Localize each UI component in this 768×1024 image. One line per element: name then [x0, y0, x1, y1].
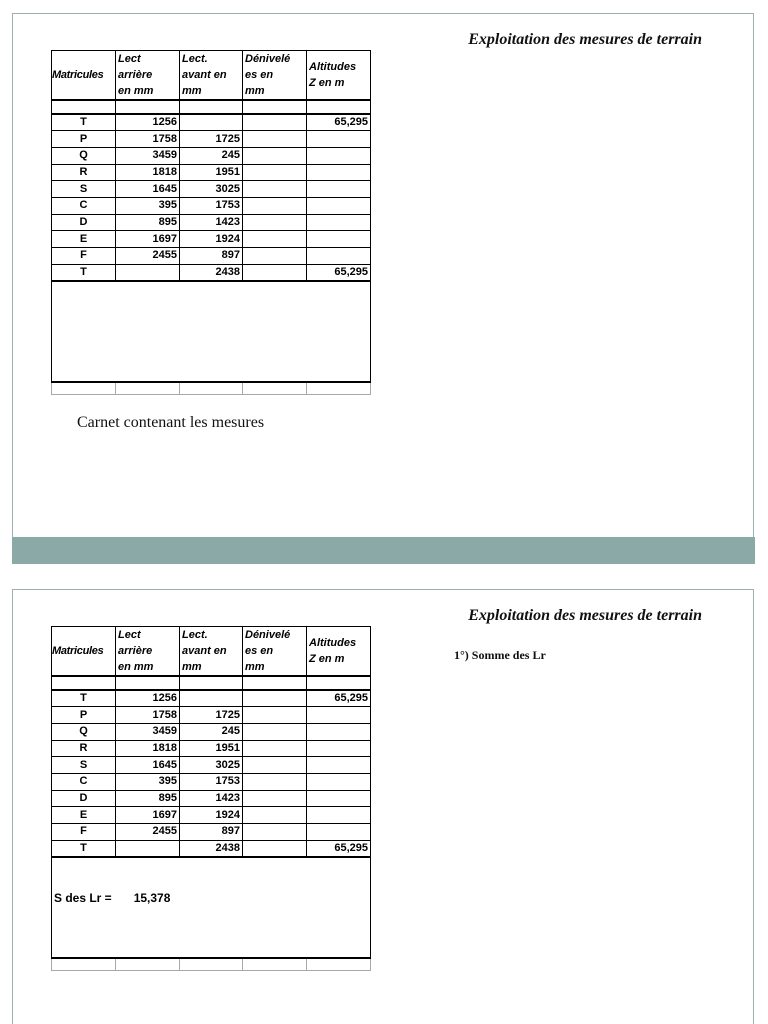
- cell-lect-avant: 1951: [180, 740, 243, 757]
- cell-lect-arriere: 1697: [116, 807, 180, 824]
- cell-lect-avant: [180, 114, 243, 131]
- header-lect-avant: Lect. avant en mm: [180, 51, 243, 101]
- cell-altitude: [307, 181, 371, 198]
- cell-denivele: [243, 840, 307, 857]
- table-row: [52, 707, 371, 724]
- table-cell: [307, 676, 371, 690]
- cell-denivele: [243, 264, 307, 281]
- cell-lect-avant: 245: [180, 723, 243, 740]
- table-row: [52, 264, 371, 281]
- cell-matricule: C: [52, 197, 116, 214]
- cell-lect-arriere: 895: [116, 790, 180, 807]
- cell-altitude: [307, 807, 371, 824]
- cell-altitude: [307, 707, 371, 724]
- cell-lect-avant: 3025: [180, 757, 243, 774]
- table-row: [52, 248, 371, 265]
- cell-altitude: 65,295: [307, 840, 371, 857]
- cell-lect-avant: 245: [180, 147, 243, 164]
- table-row: [52, 840, 371, 857]
- table-row: [52, 164, 371, 181]
- cell-denivele: [243, 164, 307, 181]
- cell-lect-arriere: [116, 264, 180, 281]
- cell-lect-arriere: 395: [116, 197, 180, 214]
- table-footer-row: [52, 958, 371, 971]
- table-row: [52, 773, 371, 790]
- cell-matricule: S: [52, 181, 116, 198]
- cell-matricule: E: [52, 231, 116, 248]
- slide-2: [12, 589, 754, 1024]
- table-header-row: [52, 627, 371, 677]
- cell-lect-arriere: [116, 840, 180, 857]
- cell-altitude: 65,295: [307, 690, 371, 707]
- cell-denivele: [243, 248, 307, 265]
- table-row: [52, 824, 371, 841]
- cell-altitude: [307, 723, 371, 740]
- table-empty-area: [52, 857, 371, 958]
- cell-lect-avant: 1951: [180, 164, 243, 181]
- cell-altitude: [307, 164, 371, 181]
- table-cell: [52, 676, 116, 690]
- header-lect-avant: Lect. avant en mm: [180, 627, 243, 677]
- table-row: [52, 723, 371, 740]
- table-cell: [116, 958, 180, 971]
- cell-altitude: [307, 824, 371, 841]
- cell-denivele: [243, 740, 307, 757]
- cell-matricule: P: [52, 707, 116, 724]
- slide-1: [12, 13, 754, 538]
- step-label: 1°) Somme des Lr: [454, 648, 546, 662]
- cell-altitude: [307, 790, 371, 807]
- table-cell: [307, 382, 371, 395]
- table-cell: [52, 281, 371, 382]
- table-row: [52, 690, 371, 707]
- cell-lect-avant: 1924: [180, 807, 243, 824]
- cell-denivele: [243, 824, 307, 841]
- cell-denivele: [243, 757, 307, 774]
- cell-lect-avant: 1753: [180, 197, 243, 214]
- cell-lect-avant: 897: [180, 248, 243, 265]
- cell-altitude: [307, 197, 371, 214]
- cell-lect-arriere: 2455: [116, 248, 180, 265]
- table-spacer-row: [52, 100, 371, 114]
- cell-denivele: [243, 790, 307, 807]
- header-lect-arriere: Lect arrière en mm: [116, 627, 180, 677]
- sum-lr-line: [54, 891, 170, 905]
- slide-title: Exploitation des mesures de terrain: [468, 607, 702, 624]
- table-cell: [180, 100, 243, 114]
- cell-altitude: 65,295: [307, 114, 371, 131]
- table-row: [52, 131, 371, 148]
- cell-lect-avant: 3025: [180, 181, 243, 198]
- table-row: [52, 790, 371, 807]
- cell-denivele: [243, 707, 307, 724]
- table-cell: [116, 382, 180, 395]
- table-footer-row: [52, 382, 371, 395]
- table-row: [52, 147, 371, 164]
- cell-lect-arriere: 1818: [116, 164, 180, 181]
- cell-lect-avant: 1725: [180, 707, 243, 724]
- table-row: [52, 757, 371, 774]
- cell-lect-arriere: 1758: [116, 131, 180, 148]
- cell-lect-arriere: 1758: [116, 707, 180, 724]
- cell-matricule: T: [52, 840, 116, 857]
- table-header-row: [52, 51, 371, 101]
- cell-lect-avant: 1924: [180, 231, 243, 248]
- cell-altitude: [307, 214, 371, 231]
- cell-matricule: T: [52, 114, 116, 131]
- cell-lect-avant: 897: [180, 824, 243, 841]
- table-cell: [243, 958, 307, 971]
- cell-lect-avant: 1423: [180, 790, 243, 807]
- cell-denivele: [243, 197, 307, 214]
- cell-altitude: [307, 740, 371, 757]
- cell-altitude: 65,295: [307, 264, 371, 281]
- cell-lect-arriere: 895: [116, 214, 180, 231]
- cell-altitude: [307, 231, 371, 248]
- cell-lect-arriere: 1256: [116, 114, 180, 131]
- cell-lect-arriere: 2455: [116, 824, 180, 841]
- table-cell: [307, 100, 371, 114]
- table-caption: Carnet contenant les mesures: [77, 414, 265, 431]
- table-row: [52, 740, 371, 757]
- cell-denivele: [243, 807, 307, 824]
- cell-denivele: [243, 114, 307, 131]
- cell-lect-avant: 2438: [180, 840, 243, 857]
- cell-denivele: [243, 181, 307, 198]
- measurement-table: [51, 50, 371, 395]
- cell-lect-avant: 1753: [180, 773, 243, 790]
- header-denivele: Dénivelé es en mm: [243, 627, 307, 677]
- header-altitudes: Altitudes Z en m: [307, 627, 371, 677]
- cell-denivele: [243, 147, 307, 164]
- table-cell: [180, 958, 243, 971]
- cell-matricule: C: [52, 773, 116, 790]
- header-altitudes: Altitudes Z en m: [307, 51, 371, 101]
- cell-matricule: D: [52, 214, 116, 231]
- cell-denivele: [243, 131, 307, 148]
- table-cell: [116, 100, 180, 114]
- table-cell: [52, 382, 116, 395]
- cell-lect-arriere: 3459: [116, 147, 180, 164]
- cell-altitude: [307, 757, 371, 774]
- cell-lect-avant: 1725: [180, 131, 243, 148]
- table-row: [52, 231, 371, 248]
- cell-matricule: S: [52, 757, 116, 774]
- table-row: [52, 181, 371, 198]
- table-empty-area: [52, 281, 371, 382]
- cell-denivele: [243, 723, 307, 740]
- cell-matricule: P: [52, 131, 116, 148]
- table-row: [52, 807, 371, 824]
- cell-lect-arriere: 3459: [116, 723, 180, 740]
- table-cell: [307, 958, 371, 971]
- table-cell: [243, 382, 307, 395]
- cell-altitude: [307, 773, 371, 790]
- table-row: [52, 114, 371, 131]
- cell-lect-arriere: 1818: [116, 740, 180, 757]
- cell-matricule: Q: [52, 147, 116, 164]
- cell-matricule: Q: [52, 723, 116, 740]
- measurement-table: [51, 626, 371, 971]
- cell-altitude: [307, 147, 371, 164]
- slide-title: Exploitation des mesures de terrain: [468, 31, 702, 48]
- header-denivele: Dénivelé es en mm: [243, 51, 307, 101]
- cell-denivele: [243, 231, 307, 248]
- table-cell: [52, 958, 116, 971]
- slide-separator: [12, 537, 755, 564]
- cell-matricule: F: [52, 248, 116, 265]
- cell-denivele: [243, 773, 307, 790]
- table-row: [52, 197, 371, 214]
- table-cell: [116, 676, 180, 690]
- cell-matricule: R: [52, 740, 116, 757]
- sum-lr-label: S des Lr =: [54, 891, 112, 905]
- sum-lr-value: 15,378: [133, 891, 171, 905]
- cell-denivele: [243, 690, 307, 707]
- cell-altitude: [307, 131, 371, 148]
- table-cell: [52, 857, 371, 958]
- cell-lect-avant: [180, 690, 243, 707]
- cell-matricule: T: [52, 690, 116, 707]
- cell-lect-arriere: 1645: [116, 757, 180, 774]
- table-cell: [243, 676, 307, 690]
- cell-lect-avant: 2438: [180, 264, 243, 281]
- table-cell: [180, 382, 243, 395]
- cell-lect-arriere: 1697: [116, 231, 180, 248]
- table-spacer-row: [52, 676, 371, 690]
- header-lect-arriere: Lect arrière en mm: [116, 51, 180, 101]
- cell-matricule: E: [52, 807, 116, 824]
- table-row: [52, 214, 371, 231]
- cell-matricule: R: [52, 164, 116, 181]
- table-cell: [243, 100, 307, 114]
- cell-lect-arriere: 1256: [116, 690, 180, 707]
- cell-denivele: [243, 214, 307, 231]
- header-matricules: Matricules: [52, 51, 116, 101]
- cell-lect-arriere: 395: [116, 773, 180, 790]
- cell-matricule: T: [52, 264, 116, 281]
- cell-lect-avant: 1423: [180, 214, 243, 231]
- header-matricules: Matricules: [52, 627, 116, 677]
- cell-matricule: F: [52, 824, 116, 841]
- cell-matricule: D: [52, 790, 116, 807]
- cell-altitude: [307, 248, 371, 265]
- cell-lect-arriere: 1645: [116, 181, 180, 198]
- table-cell: [180, 676, 243, 690]
- table-cell: [52, 100, 116, 114]
